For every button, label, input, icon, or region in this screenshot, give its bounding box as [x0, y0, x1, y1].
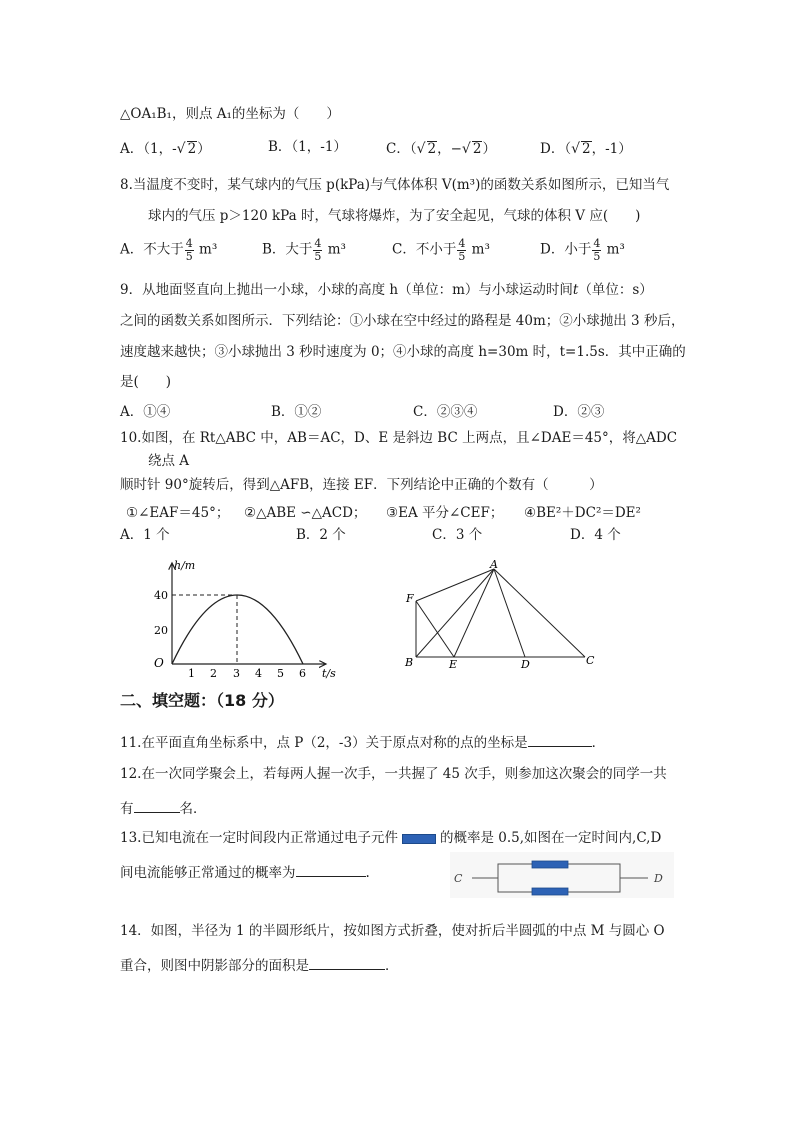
- q10-conclusion-3: ③EA 平分∠CEF；: [386, 505, 504, 521]
- y-tick-20: 20: [154, 624, 168, 637]
- x-axis-label: t/s: [322, 667, 336, 680]
- q10-conclusion-1: ①∠EAF＝45°；: [126, 505, 230, 521]
- q8-option-d: D．小于 $\frac{4}{5}$ m³: [540, 237, 625, 263]
- q13-line1: 13.已知电流在一定时间段内正常通过电子元件 的概率是 0.5,如图在一定时间内,C,D: [120, 830, 662, 846]
- component-top: [532, 861, 568, 868]
- component-bottom: [532, 888, 568, 895]
- q10-line2: 绕点 A: [148, 453, 190, 469]
- q9-option-b: B．①②: [271, 404, 322, 420]
- q9-line1: 9．从地面竖直向上抛出一小球，小球的高度 h（单位：m）与小球运动时间t（单位：s）: [120, 282, 653, 298]
- q8-line1: 8.当温度不变时，某气球内的气压 p(kPa)与气体体积 V(m³)的函数关系如图所示，已知当气: [120, 177, 670, 193]
- circuit-label-d: D: [654, 872, 663, 885]
- origin-label: O: [154, 656, 164, 670]
- q9-option-a: A．①④: [120, 404, 171, 420]
- q12-line1: 12.在一次同学聚会上，若每两人握一次手，一共握了 45 次手，则参加这次聚会的同学一共: [120, 766, 667, 782]
- circuit-label-c: C: [454, 872, 463, 885]
- electronic-component-icon: [402, 834, 436, 844]
- q8-line2: 球内的气压 p＞120 kPa 时，气球将爆炸，为了安全起见，气球的体积 V 应( ): [148, 208, 641, 224]
- q10-option-d: D．4 个: [570, 527, 621, 543]
- q9-line3: 速度越来越快；③小球抛出 3 秒时速度为 0；④小球的高度 h=30m 时，t=1.5s．其中正确的: [120, 344, 686, 360]
- q14-answer-blank[interactable]: [309, 957, 385, 970]
- q9-option-d: D．②③: [553, 404, 605, 420]
- q10-option-b: B．2 个: [296, 527, 346, 543]
- section-title: 二、填空题：（18 分）: [120, 691, 284, 710]
- q10-conclusion-2: ②△ABE ∽△ACD；: [244, 505, 367, 521]
- q8-option-a: A．不大于 $\frac{4}{5}$ m³: [120, 237, 218, 263]
- q8-option-b: B．大于 $\frac{4}{5}$ m³: [262, 237, 346, 263]
- q7-option-c: C．（√ 2，−√ 2）: [386, 141, 496, 157]
- triangle-figure: [398, 558, 608, 670]
- q10-option-c: C．3 个: [432, 527, 483, 543]
- label-a: A: [490, 558, 498, 571]
- q14-line2: 重合，则图中阴影部分的面积是 ．: [120, 958, 399, 974]
- y-axis-label: h/m: [174, 559, 196, 572]
- q10-conclusion-4: ④BE²＋DC²＝DE²: [524, 505, 641, 521]
- q10-line3: 顺时针 90°旋转后，得到△AFB，连接 EF．下列结论中正确的个数有（ ）: [120, 477, 603, 493]
- q7-option-b: B．（1，-1）: [268, 139, 347, 155]
- x-tick-5: 5: [277, 667, 284, 680]
- q11-answer-blank[interactable]: [528, 734, 592, 747]
- circuit-diagram: [450, 852, 674, 898]
- q13-line2: 间电流能够正常通过的概率为 .: [120, 865, 370, 881]
- q14-line1: 14．如图，半径为 1 的半圆形纸片，按如图方式折叠，使对折后半圆弧的中点 M 与圆心 O: [120, 923, 665, 939]
- q9-line2: 之间的函数关系如图所示．下列结论：①小球在空中经过的路程是 40m；②小球抛出 3 秒后，: [120, 313, 685, 329]
- q7-stem: △OA₁B₁，则点 A₁的坐标为（ ）: [120, 106, 340, 122]
- height-time-graph: [140, 555, 350, 685]
- y-tick-40: 40: [154, 589, 168, 602]
- label-f: F: [406, 592, 414, 605]
- x-tick-1: 1: [188, 667, 195, 680]
- q7-option-d: D．（√ 2，-1）: [540, 141, 632, 157]
- x-tick-6: 6: [299, 667, 306, 680]
- x-tick-3: 3: [233, 667, 240, 680]
- x-tick-4: 4: [255, 667, 262, 680]
- x-tick-2: 2: [210, 667, 217, 680]
- q10-option-a: A．1 个: [120, 527, 170, 543]
- q9-option-c: C．②③④: [413, 404, 478, 420]
- q8-option-c: C．不小于 $\frac{4}{5}$ m³: [392, 237, 490, 263]
- label-c: C: [586, 654, 595, 667]
- q7-option-a: A．（1，-√ 2）: [120, 141, 211, 157]
- q12-answer-blank[interactable]: [134, 800, 180, 813]
- q11: 11.在平面直角坐标系中，点 P（2，-3）关于原点对称的点的坐标是 ．: [120, 735, 606, 751]
- q12-line2: 有 名．: [120, 801, 207, 817]
- label-e: E: [449, 658, 458, 670]
- label-b: B: [405, 656, 414, 669]
- q13-answer-blank[interactable]: [296, 864, 366, 877]
- label-d: D: [521, 658, 530, 670]
- q9-line4: 是( ): [120, 374, 172, 390]
- q10-line1: 10.如图，在 Rt△ABC 中，AB＝AC，D、E 是斜边 BC 上两点，且∠DAE＝45°，将△ADC: [120, 430, 678, 446]
